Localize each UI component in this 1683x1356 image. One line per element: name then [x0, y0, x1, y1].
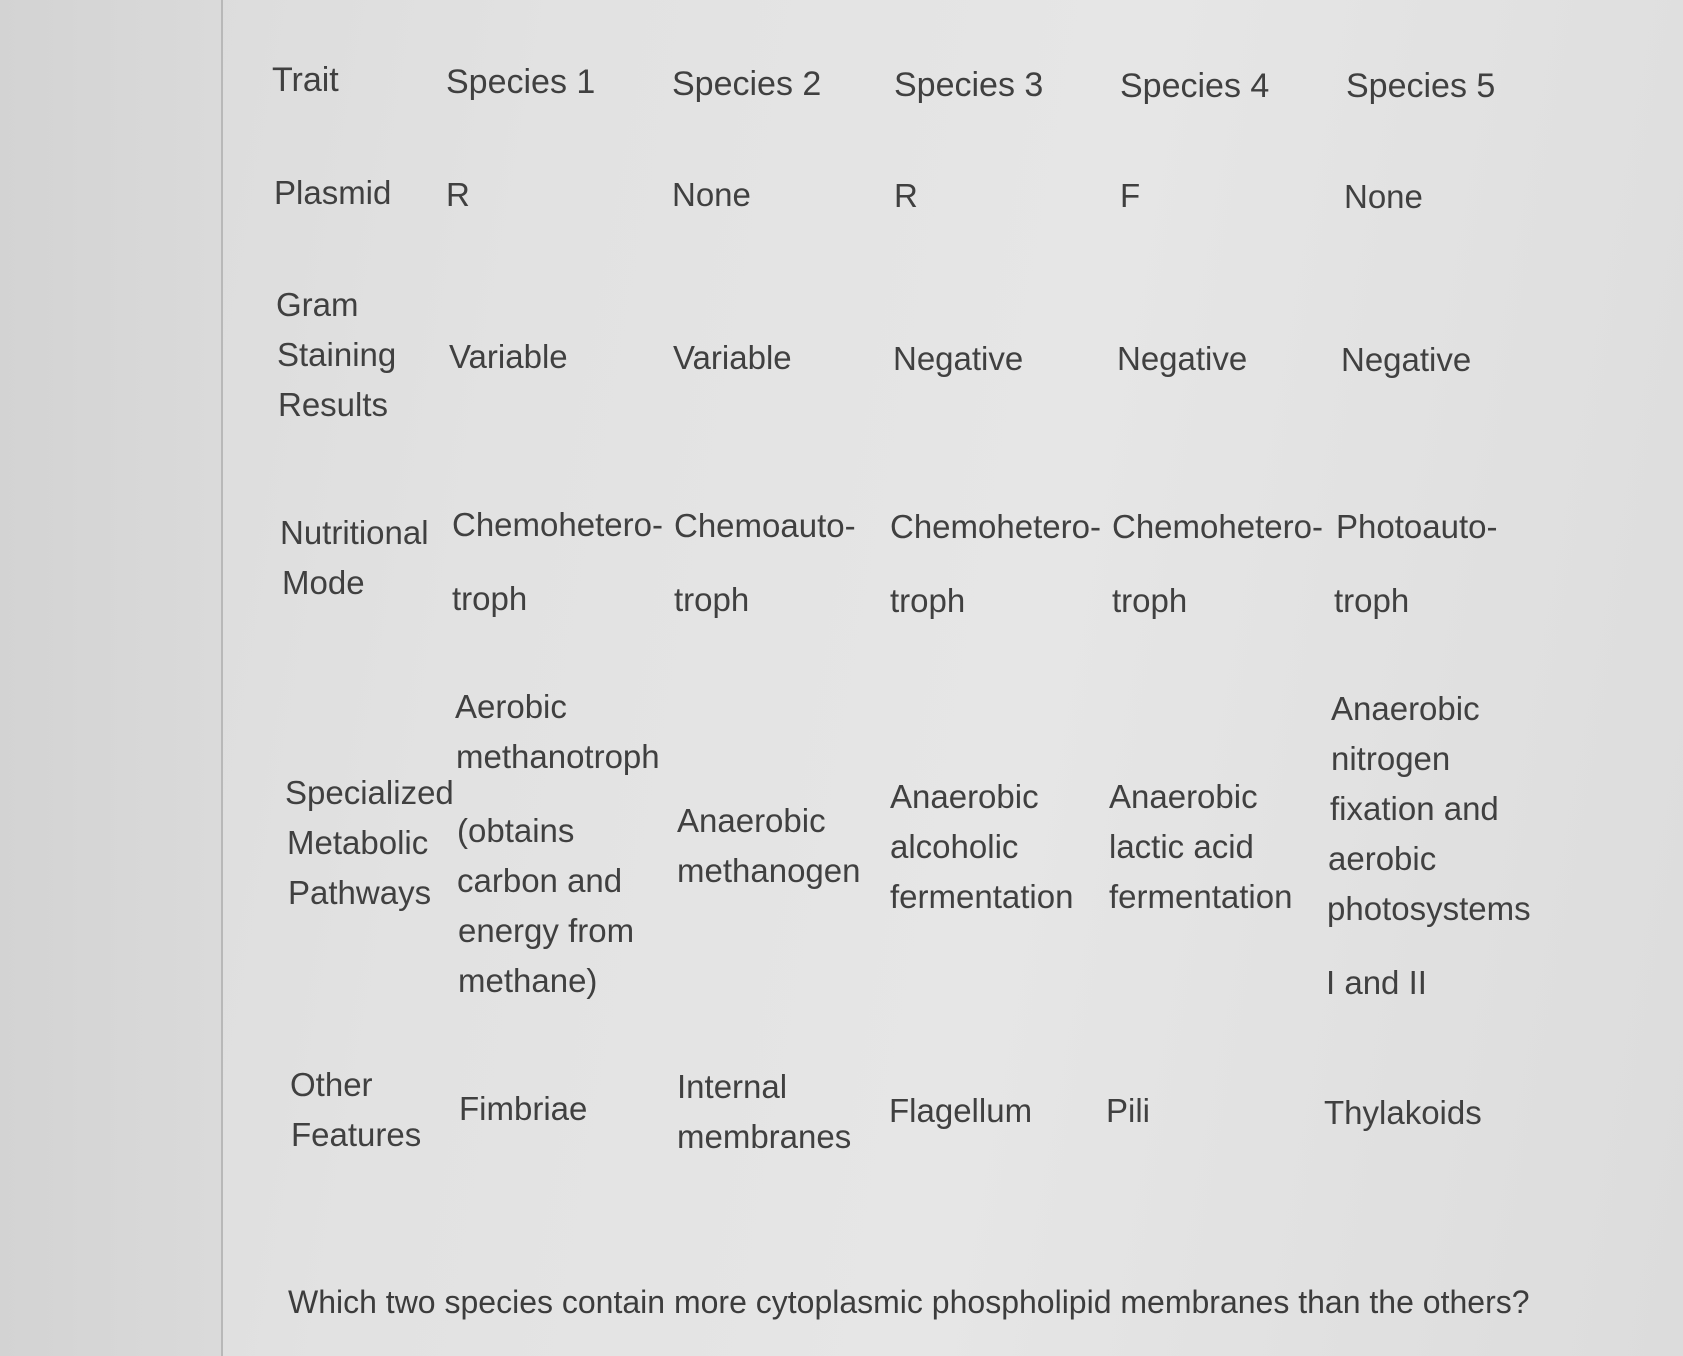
metabolic-species-1-line-2: methanotroph: [456, 738, 660, 775]
plasmid-species-1: R: [446, 176, 470, 213]
metabolic-species-1-line-6: methane): [458, 962, 598, 999]
question-text: Which two species contain more cytoplasmic phospholipid membranes than the others?: [288, 1284, 1530, 1320]
header-species-2: Species 2: [672, 65, 822, 103]
nutrition-species-5-line-1: Photoauto-: [1336, 508, 1498, 545]
metabolic-species-5-line-1: Anaerobic: [1331, 690, 1480, 727]
gram-species-1: Variable: [449, 338, 568, 375]
row-label-nutrition-1: Nutritional: [280, 514, 429, 551]
metabolic-species-1-line-4: carbon and: [457, 862, 623, 899]
gram-species-3: Negative: [893, 340, 1024, 377]
other-species-2-line-2: membranes: [677, 1118, 852, 1155]
row-label-other-2: Features: [291, 1116, 422, 1153]
header-species-5: Species 5: [1346, 67, 1496, 105]
nutrition-species-1-line-1: Chemohetero-: [452, 506, 663, 543]
gram-species-5: Negative: [1341, 341, 1472, 378]
nutrition-species-3-line-2: troph: [890, 582, 966, 619]
metabolic-species-1-line-5: energy from: [458, 912, 635, 949]
metabolic-species-3-line-1: Anaerobic: [890, 778, 1039, 815]
nutrition-species-1-line-2: troph: [452, 580, 528, 617]
row-label-metabolic-1: Specialized: [285, 774, 454, 811]
metabolic-species-5-line-6: I and II: [1326, 964, 1427, 1001]
nutrition-species-3-line-1: Chemohetero-: [890, 508, 1101, 545]
metabolic-species-4-line-2: lactic acid: [1109, 828, 1254, 865]
metabolic-species-5-line-5: photosystems: [1327, 890, 1531, 927]
metabolic-species-5-line-4: aerobic: [1328, 840, 1437, 877]
metabolic-species-2-line-2: methanogen: [677, 852, 861, 889]
row-label-gram-2: Staining: [277, 336, 397, 373]
plasmid-species-2: None: [672, 176, 751, 213]
metabolic-species-2-line-1: Anaerobic: [677, 802, 826, 839]
nutrition-species-4-line-1: Chemohetero-: [1112, 508, 1323, 545]
other-species-4: Pili: [1106, 1092, 1151, 1129]
page-edge-divider: [221, 0, 223, 1356]
row-label-nutrition-2: Mode: [282, 564, 365, 601]
gram-species-2: Variable: [673, 339, 792, 376]
metabolic-species-5-line-2: nitrogen: [1331, 740, 1451, 777]
row-label-plasmid: Plasmid: [274, 174, 392, 211]
row-label-metabolic-2: Metabolic: [287, 824, 429, 861]
other-species-2-line-1: Internal: [677, 1068, 788, 1105]
metabolic-species-3-line-3: fermentation: [890, 878, 1074, 915]
other-species-5: Thylakoids: [1324, 1094, 1482, 1131]
row-label-metabolic-3: Pathways: [288, 874, 432, 911]
plasmid-species-5: None: [1344, 178, 1423, 215]
other-species-1: Fimbriae: [459, 1090, 588, 1127]
metabolic-species-1-line-1: Aerobic: [455, 688, 567, 725]
gram-species-4: Negative: [1117, 340, 1248, 377]
row-label-other-1: Other: [290, 1066, 373, 1103]
metabolic-species-1-line-3: (obtains: [457, 812, 575, 849]
header-species-1: Species 1: [446, 63, 596, 101]
row-label-gram-1: Gram: [276, 286, 359, 323]
nutrition-species-5-line-2: troph: [1334, 582, 1410, 619]
plasmid-species-3: R: [894, 177, 918, 214]
header-species-4: Species 4: [1120, 67, 1270, 105]
nutrition-species-4-line-2: troph: [1112, 582, 1188, 619]
nutrition-species-2-line-2: troph: [674, 581, 750, 618]
metabolic-species-5-line-3: fixation and: [1330, 790, 1499, 827]
nutrition-species-2-line-1: Chemoauto-: [674, 507, 856, 544]
metabolic-species-4-line-3: fermentation: [1109, 878, 1293, 915]
left-margin: [0, 0, 221, 1356]
plasmid-species-4: F: [1120, 177, 1141, 214]
other-species-3: Flagellum: [889, 1092, 1033, 1129]
header-trait: Trait: [272, 61, 339, 99]
metabolic-species-3-line-2: alcoholic: [890, 828, 1019, 865]
header-species-3: Species 3: [894, 66, 1044, 104]
row-label-gram-3: Results: [278, 386, 389, 423]
metabolic-species-4-line-1: Anaerobic: [1109, 778, 1258, 815]
